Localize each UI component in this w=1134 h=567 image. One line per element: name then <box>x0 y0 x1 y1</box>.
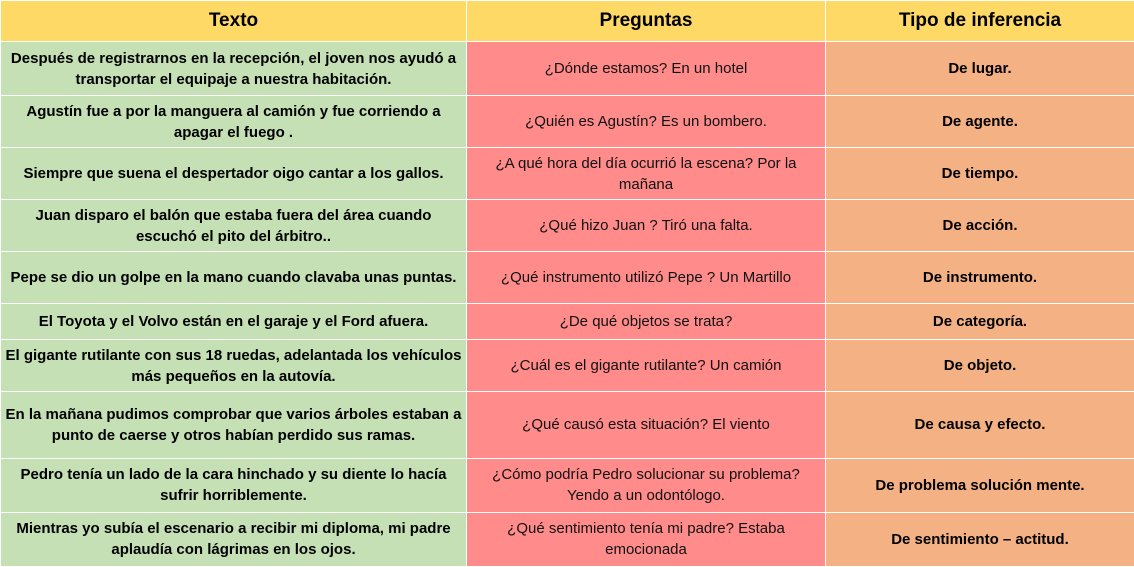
pregunta-cell: ¿Quién es Agustín? Es un bombero. <box>467 96 826 148</box>
tipo-cell: De problema solución mente. <box>826 458 1134 512</box>
table-row <box>1 200 1134 252</box>
texto-cell: Agustín fue a por la manguera al camión y fue corriendo a apagar el fuego . <box>1 96 467 148</box>
texto-cell: Después de registrarnos en la recepción, el joven nos ayudó a transportar el equipaje a nuestra habitación. <box>1 42 467 96</box>
pregunta-cell: ¿De qué objetos se trata? <box>467 304 826 340</box>
header-row <box>1 1 1134 42</box>
tipo-cell: De sentimiento – actitud. <box>826 512 1134 566</box>
tipo-cell: De acción. <box>826 200 1134 252</box>
table-row <box>1 148 1134 200</box>
tipo-cell: De instrumento. <box>826 252 1134 304</box>
pregunta-cell: ¿Qué sentimiento tenía mi padre? Estaba emocionada <box>467 512 826 566</box>
tipo-cell: De objeto. <box>826 340 1134 392</box>
texto-cell: Pedro tenía un lado de la cara hinchado y su diente lo hacía sufrir horriblemente. <box>1 458 467 512</box>
table-row <box>1 96 1134 148</box>
table-row <box>1 252 1134 304</box>
tipo-cell: De agente. <box>826 96 1134 148</box>
header-tipo: Tipo de inferencia <box>826 1 1134 42</box>
texto-cell: El Toyota y el Volvo están en el garaje y el Ford afuera. <box>1 304 467 340</box>
table-row <box>1 392 1134 458</box>
pregunta-cell: ¿Qué hizo Juan ? Tiró una falta. <box>467 200 826 252</box>
pregunta-cell: ¿A qué hora del día ocurrió la escena? Por la mañana <box>467 148 826 200</box>
table-row <box>1 304 1134 340</box>
table-row <box>1 340 1134 392</box>
pregunta-cell: ¿Qué causó esta situación? El viento <box>467 392 826 458</box>
tipo-cell: De lugar. <box>826 42 1134 96</box>
pregunta-cell: ¿Cómo podría Pedro solucionar su problema? Yendo a un odontólogo. <box>467 458 826 512</box>
header-texto: Texto <box>1 1 467 42</box>
texto-cell: Pepe se dio un golpe en la mano cuando clavaba unas puntas. <box>1 252 467 304</box>
texto-cell: En la mañana pudimos comprobar que varios árboles estaban a punto de caerse y otros habían perdido sus ramas. <box>1 392 467 458</box>
tipo-cell: De tiempo. <box>826 148 1134 200</box>
table-row <box>1 42 1134 96</box>
pregunta-cell: ¿Qué instrumento utilizó Pepe ? Un Martillo <box>467 252 826 304</box>
texto-cell: El gigante rutilante con sus 18 ruedas, adelantada los vehículos más pequeños en la autovía. <box>1 340 467 392</box>
tipo-cell: De categoría. <box>826 304 1134 340</box>
texto-cell: Juan disparo el balón que estaba fuera del área cuando escuchó el pito del árbitro.. <box>1 200 467 252</box>
table-row <box>1 458 1134 512</box>
texto-cell: Mientras yo subía el escenario a recibir mi diploma, mi padre aplaudía con lágrimas en los ojos. <box>1 512 467 566</box>
table-row <box>1 512 1134 566</box>
tipo-cell: De causa y efecto. <box>826 392 1134 458</box>
texto-cell: Siempre que suena el despertador oigo cantar a los gallos. <box>1 148 467 200</box>
pregunta-cell: ¿Dónde estamos? En un hotel <box>467 42 826 96</box>
header-preguntas: Preguntas <box>467 1 826 42</box>
pregunta-cell: ¿Cuál es el gigante rutilante? Un camión <box>467 340 826 392</box>
